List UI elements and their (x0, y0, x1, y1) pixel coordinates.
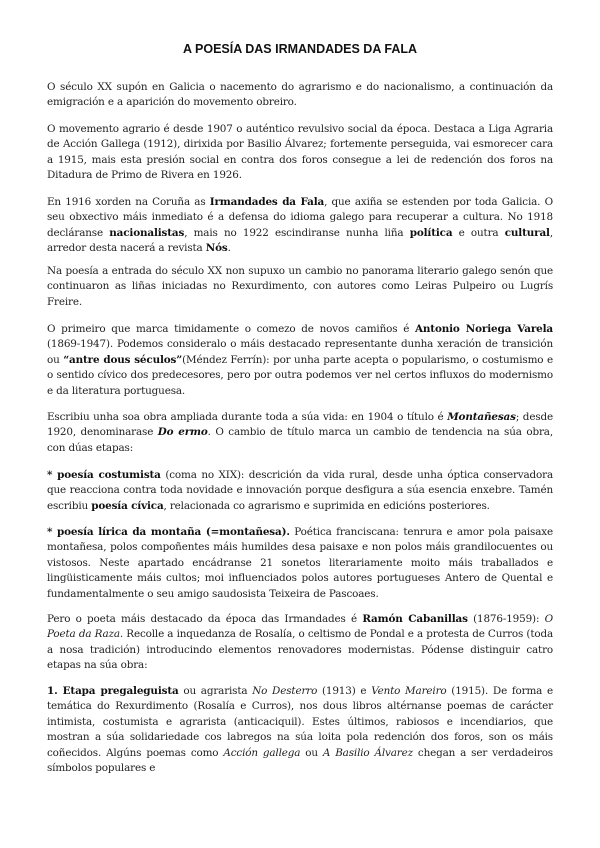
text-span: (coma no XIX): descrición da vida rural, desde unha óptica conservadora que reacciona contra toda novidade e innovación porque desfigura a súa esencia enxebre. Tamén escribiu (47, 469, 553, 512)
text-span: , que axiña se estenden por toda Galicia. O seu obxectivo máis inmediato é a defensa do idioma galego para recuperar a cultura. No 1918 decláranse (47, 196, 553, 239)
text-span: , arredor desta nacerá a revista (47, 226, 553, 255)
text-span: (1876-1959): (467, 613, 545, 625)
text-span: , mais no 1922 escindiranse nunha liña (184, 226, 410, 239)
text-span: Pero o poeta máis destacado da época das Irmandades é (47, 613, 363, 625)
text-span: . Recolle a inquedanza de Rosalía, o celtismo de Pondal e a protesta de Curros (toda a nosa tradición) introducindo elementos renovadores modernistas. Pódense distinguir catro etapas na súa obra: (47, 628, 553, 672)
paragraph-poesia-lirica (47, 525, 553, 602)
text-span: O primeiro que marca timidamente o comezo de novos camiños é (47, 323, 415, 335)
text-span: En 1916 xorden na Coruña as (47, 196, 210, 208)
paragraph-agrarian-movement: O movemento agrario é desde 1907 o auténtico revulsivo social da época. Destaca a Liga Agraria de Acción Gallega (1912), dirixida por Basilio Álvarez; fortemente perseguida, vai esmorecer cara a 1915, mais esta presión social en contra dos foros consegue a lei de redención dos foros na Ditadura de Primo de Rivera en 1926. (47, 123, 553, 182)
text-span: Escribiu unha soa obra ampliada durante toda a súa vida: en 1904 o título é (47, 411, 448, 423)
bold-irmandades: Irmandades da Fala (209, 196, 325, 208)
bold-nos: Nós (205, 242, 228, 255)
text-span: , relacionada co agrarismo e suprimida en edicións posteriores. (163, 499, 490, 512)
text-span: (1915). De forma e temática do Rexurdimento (Rosalía e Curros), nos dous libros altérnanse poemas de carácter intimista, costumista e agrarista (anticaciquil). Estes últimos, rabiosos e incendiarios, que mostran a súa solidariedade cos labregos na súa loita pola redención dos foros, son os máis coñecidos. Algúns poemas como (47, 685, 554, 759)
paragraph-cabanillas (47, 612, 553, 674)
bold-politica: política (409, 226, 453, 239)
title-montanesas: Montañesas (447, 411, 516, 423)
italic-accion-gallega: Acción gallega (223, 746, 301, 759)
text-span: ou (300, 746, 323, 759)
text-span: (Méndez Ferrín): por unha parte acepta o popularismo, o costumismo e o sentido cívico dos predecesores, pero por outra podemos ver nel certos influxos do modernismo e da literatura portuguesa. (47, 353, 553, 397)
paragraph-etapa-pregaleguista (47, 684, 553, 776)
text-span: chegan a ser verdadeiros símbolos populares e (47, 746, 553, 775)
paragraph-poesia-costumista (47, 468, 553, 514)
text-span: . (227, 242, 231, 255)
italic-no-desterro: No Desterro (252, 685, 318, 697)
text-span: e outra (452, 226, 505, 239)
paragraph-poetry-xx: Na poesía a entrada do século XX non supuxo un cambio no panorama literario galego senón que continuaron as liñas iniciadas no Rexurdimento, con autores como Leiras Pulpeiro ou Lugrís Freire. (47, 265, 553, 308)
italic-a-basilio-alvarez: A Basilio Álvarez (322, 746, 413, 759)
text-span: ; desde 1920, denominarase (47, 411, 553, 439)
paragraph-noriega-varela (47, 322, 553, 399)
bold-etapa-pregaleguista: 1. Etapa pregaleguista (47, 685, 179, 697)
paragraph-intro: O século XX supón en Galicia o nacemento do agrarismo e do nacionalismo, a continuación da emigración e a aparición do movemento obreiro. (47, 81, 553, 109)
bold-poesia-civica: poesía cívica (91, 499, 164, 512)
bold-noriega-varela: Antonio Noriega Varela (414, 323, 554, 335)
text-span: ou agrarista (178, 685, 253, 697)
text-span: (1913) e (317, 685, 372, 697)
title-do-ermo: Do ermo (157, 426, 208, 439)
italic-vento-mareiro: Vento Mareiro (371, 685, 447, 697)
paragraph-irmandades (47, 195, 553, 257)
bold-cultural: cultural (504, 226, 550, 239)
text-span: (1869-1947). Podemos consideralo o máis destacado representante dunha xeración de transición ou (47, 338, 553, 366)
italic-o-poeta-da-raza: O Poeta da Raza (47, 613, 553, 641)
page-title: A POESÍA DAS IRMANDADES DA FALA (182, 42, 418, 56)
bold-nacionalistas: nacionalistas (109, 226, 185, 239)
bold-ramon-cabanillas: Ramón Cabanillas (362, 613, 468, 625)
bold-antre-dous-seculos: “antre dous séculos” (63, 353, 183, 366)
bold-poesia-costumista: * poesía costumista (47, 469, 161, 481)
bold-poesia-lirica: * poesía lírica da montaña (=montañesa). (47, 526, 290, 538)
paragraph-montanesas (47, 410, 553, 456)
text-span: . O cambio de título marca un cambio de tendencia na súa obra, con dúas etapas: (47, 426, 553, 454)
text-span: Poética franciscana: tenrura e amor pola paisaxe montañesa, polos compoñentes máis humildes desa paisaxe e non polos máis grandilocuentes ou vistosos. Neste apartado encádranse 21 sonetos literariamente moito máis traballados e lingüisticamente máis cultos; moi influenciados polos autores portugueses Antero de Quental e fundamentalmente o seu amigo saudosista Teixeira de Pascoaes. (47, 526, 553, 600)
